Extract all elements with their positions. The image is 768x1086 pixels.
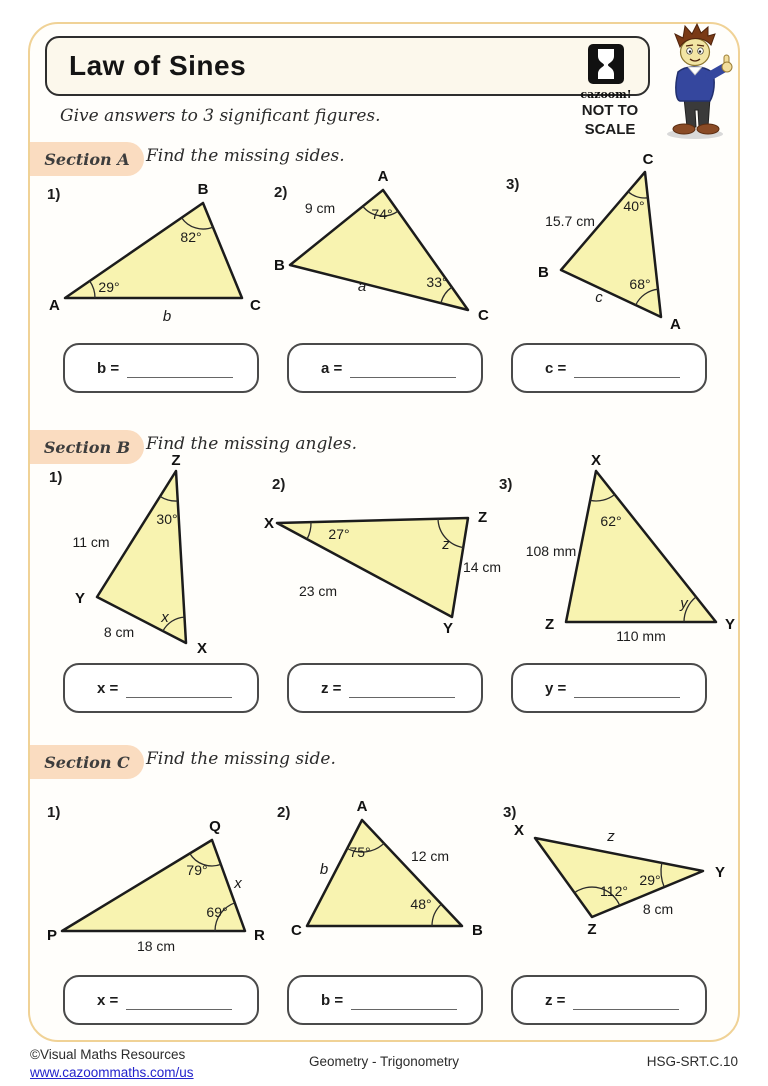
vertex-label: X — [513, 822, 525, 839]
answer-box-b1: x = — [63, 663, 259, 713]
triangle-figure-c1 — [45, 800, 270, 955]
angle-value: 74° — [371, 206, 393, 222]
problem-c2 — [275, 800, 490, 950]
answer-blank — [126, 990, 232, 1010]
problem-number: 2) — [272, 476, 286, 493]
answer-box-c1: x = — [63, 975, 259, 1025]
triangle-figure-c2 — [275, 800, 490, 950]
page-title: Law of Sines — [69, 50, 247, 81]
vertex-label: B — [197, 181, 209, 198]
vertex-label: Z — [545, 616, 555, 633]
answer-blank — [126, 678, 232, 698]
vertex-label: R — [254, 927, 265, 944]
answer-blank — [574, 358, 680, 378]
triangle-figure-b1 — [45, 455, 260, 655]
vertex-label: P — [47, 927, 58, 944]
angle-value: 68° — [629, 276, 651, 292]
triangle-shape — [277, 518, 468, 617]
angle-value: 40° — [623, 198, 645, 214]
problem-c3 — [495, 800, 740, 945]
side-label: a — [357, 278, 367, 295]
angle-label: y — [680, 595, 688, 612]
vertex-label: A — [49, 297, 60, 314]
vertex-label: Q — [209, 818, 221, 835]
side-label: x — [234, 875, 242, 892]
angle-value: 29° — [639, 872, 661, 888]
answer-box-c3: z = — [511, 975, 707, 1025]
side-label: b — [319, 861, 329, 878]
vertex-label: B — [274, 257, 285, 274]
answer-blank — [574, 678, 680, 698]
triangle-figure-b3 — [497, 455, 740, 655]
vertex-label: X — [264, 515, 275, 532]
problem-b3 — [497, 455, 740, 655]
side-length: 8 cm — [103, 624, 135, 640]
problem-number: 1) — [49, 469, 63, 486]
triangle-figure-a3 — [500, 150, 735, 335]
answer-blank — [351, 990, 457, 1010]
vertex-label: Y — [75, 590, 86, 607]
side-label: c — [595, 289, 603, 306]
answer-box-c2: b = — [287, 975, 483, 1025]
title-box — [45, 36, 650, 101]
section-a-label: Section A — [30, 142, 144, 176]
cazoom-logo — [578, 43, 634, 101]
angle-value: 27° — [328, 526, 350, 542]
cazoom-website-link[interactable]: www.cazoommaths.com/us — [30, 1065, 194, 1081]
not-to-scale-note: NOT TO SCALE — [581, 102, 639, 138]
vertex-label: Y — [725, 616, 736, 633]
triangle-figure-b2 — [262, 460, 513, 635]
triangle-shape — [97, 471, 186, 643]
vertex-label: A — [356, 800, 368, 815]
instruction-text: Give answers to 3 significant figures. — [60, 106, 381, 126]
angle-value: 62° — [600, 513, 622, 529]
problem-number: 2) — [274, 184, 288, 201]
triangle-shape — [307, 820, 462, 926]
side-length: 15.7 cm — [545, 213, 595, 229]
problem-number: 2) — [277, 804, 291, 821]
angle-value: 33° — [426, 274, 448, 290]
section-c-task: Find the missing side. — [146, 749, 336, 769]
triangle-figure-a1 — [45, 180, 275, 335]
cazoom-mascot-illustration — [650, 22, 740, 142]
section-c-label: Section C — [30, 745, 144, 779]
angle-label: z — [442, 536, 450, 553]
problem-number: 1) — [47, 186, 61, 203]
answer-box-b2: z = — [287, 663, 483, 713]
problem-number: 3) — [503, 804, 517, 821]
side-length: 108 mm — [525, 543, 577, 559]
angle-value: 75° — [349, 844, 371, 860]
answer-box-a3: c = — [511, 343, 707, 393]
angle-label: x — [161, 609, 169, 626]
section-b-label: Section B — [30, 430, 144, 464]
side-length: 23 cm — [298, 583, 338, 599]
problem-a2 — [270, 170, 495, 330]
problem-number: 3) — [506, 176, 520, 193]
triangle-shape — [561, 172, 661, 317]
answer-blank — [573, 990, 679, 1010]
vertex-label: Z — [171, 455, 181, 469]
vertex-label: X — [197, 640, 208, 655]
angle-value: 112° — [600, 883, 628, 899]
vertex-label: Z — [587, 921, 597, 938]
side-length: 12 cm — [410, 848, 450, 864]
problem-b1 — [45, 455, 260, 655]
vertex-label: C — [478, 307, 489, 324]
vertex-label: Z — [478, 509, 488, 526]
vertex-label: B — [538, 264, 549, 281]
angle-value: 29° — [98, 279, 120, 295]
side-length: 14 cm — [462, 559, 502, 575]
vertex-label: X — [590, 455, 602, 469]
copyright-text: ©Visual Maths Resources — [30, 1047, 186, 1062]
footer-standard-code: HSG-SRT.C.10 — [646, 1054, 738, 1069]
angle-value: 79° — [186, 862, 208, 878]
side-label: b — [162, 308, 172, 325]
angle-value: 69° — [206, 904, 228, 920]
problem-number: 3) — [499, 476, 513, 493]
triangle-figure-a2 — [270, 170, 495, 330]
side-label: z — [607, 828, 615, 845]
vertex-label: C — [250, 297, 261, 314]
angle-value: 82° — [180, 229, 202, 245]
answer-box-a1: b = — [63, 343, 259, 393]
side-length: 11 cm — [72, 534, 110, 550]
answer-blank — [350, 358, 456, 378]
problem-number: 1) — [47, 804, 61, 821]
problem-a3 — [500, 150, 735, 335]
vertex-label: Y — [715, 864, 726, 881]
vertex-label: C — [291, 922, 302, 939]
problem-a1 — [45, 180, 275, 335]
vertex-label: C — [642, 151, 654, 168]
angle-value: 48° — [410, 896, 432, 912]
side-length: 9 cm — [304, 200, 336, 216]
answer-box-b3: y = — [511, 663, 707, 713]
problem-b2 — [262, 460, 513, 635]
vertex-label: A — [377, 170, 389, 185]
answer-blank — [349, 678, 455, 698]
answer-box-a2: a = — [287, 343, 483, 393]
hourglass-logo-icon — [587, 43, 625, 85]
vertex-label: A — [670, 316, 681, 333]
logo-text: cazoom! — [580, 88, 632, 101]
problem-c1 — [45, 800, 270, 955]
vertex-label: Y — [442, 620, 454, 635]
side-length: 18 cm — [136, 938, 176, 954]
section-b-task: Find the missing angles. — [146, 434, 357, 454]
section-a-task: Find the missing sides. — [146, 146, 345, 166]
angle-value: 30° — [156, 511, 178, 527]
side-length: 110 mm — [616, 628, 666, 644]
triangle-figure-c3 — [495, 800, 740, 945]
side-length: 8 cm — [642, 901, 674, 917]
vertex-label: B — [472, 922, 483, 939]
footer-topic: Geometry - Trigonometry — [308, 1054, 460, 1069]
answer-blank — [127, 358, 233, 378]
